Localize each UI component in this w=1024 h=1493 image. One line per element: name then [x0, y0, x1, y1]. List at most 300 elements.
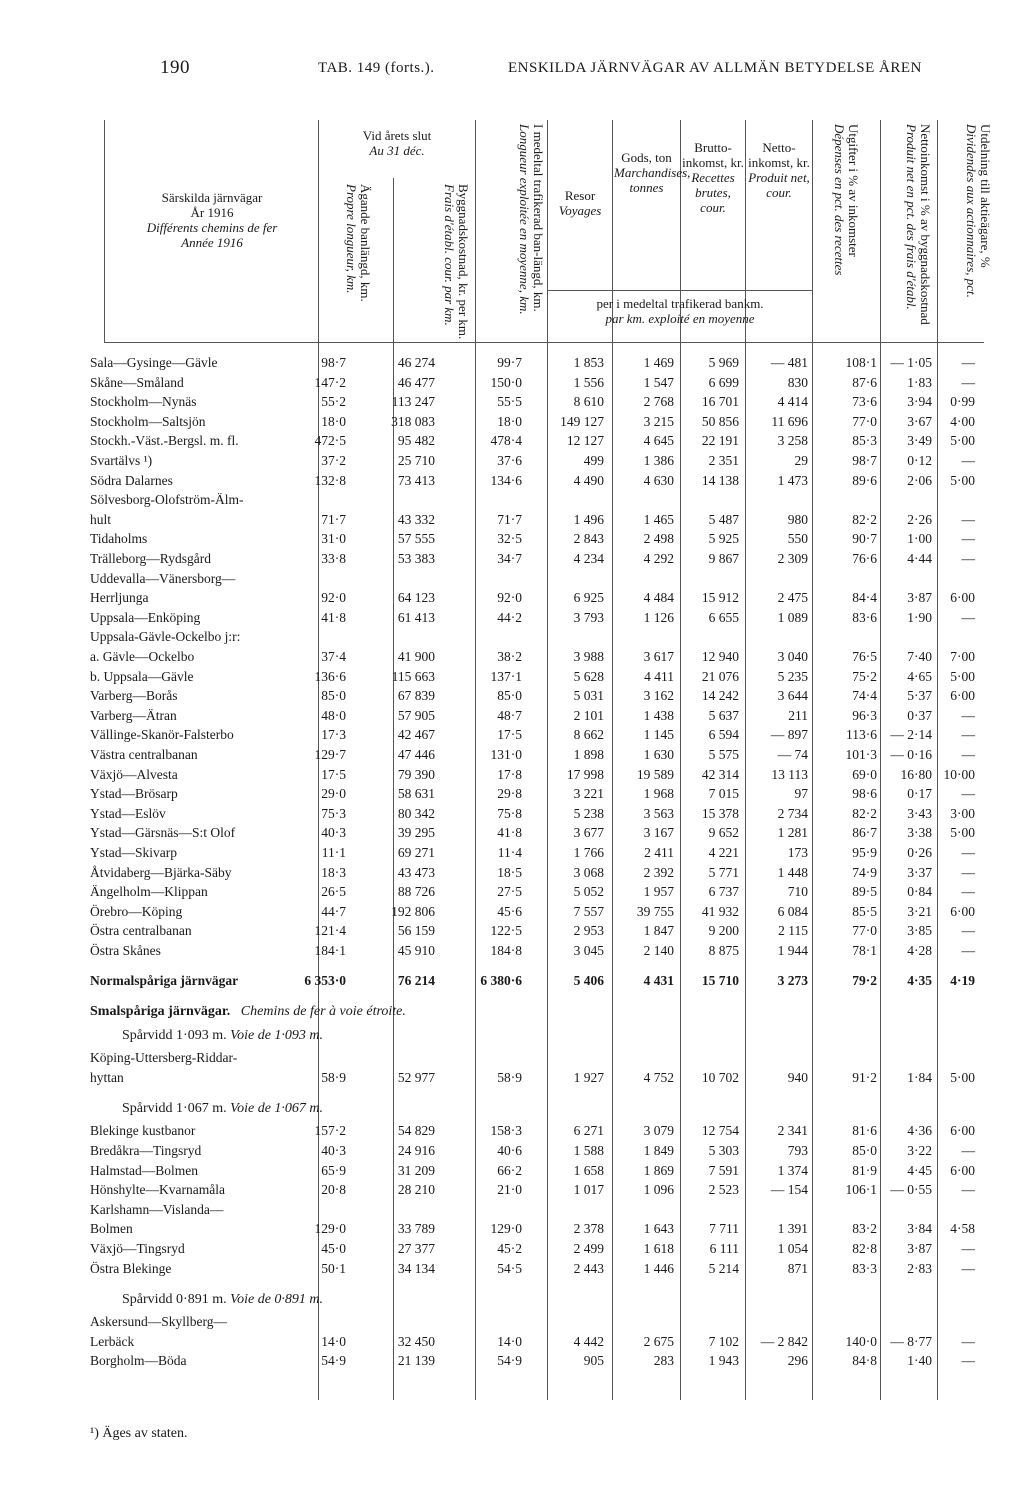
header-year-end-sv: Vid årets slut [362, 128, 432, 143]
table-cell: 33·8 [321, 551, 346, 566]
frame-left [104, 120, 105, 342]
table-cell: 4 234 [573, 551, 604, 566]
table-cell: 5·00 [950, 433, 975, 449]
table-cell: 80 342 [397, 805, 435, 821]
header-expense-ratio-sv: Utgifter i % av inkomster [846, 124, 861, 257]
table-row [0, 1121, 1024, 1141]
table-cell: — [961, 531, 975, 547]
table-cell: 15 378 [701, 805, 739, 821]
gauge-heading [122, 1028, 323, 1044]
table-cell: 82·2 [852, 511, 877, 527]
table-cell: 1 496 [573, 511, 604, 527]
table-cell: 57 905 [397, 707, 435, 723]
table-cell: 14·0 [321, 1333, 346, 1349]
page-title: ENSKILDA JÄRNVÄGAR AV ALLMÄN BETYDELSE ÅREN [508, 60, 922, 76]
header-per-km-fr: par km. exploité en moyenne [605, 311, 755, 326]
table-cell: 4 645 [643, 433, 674, 449]
table-row [0, 1200, 1024, 1220]
table-cell: 39 755 [636, 903, 674, 919]
table-cell: 45·0 [321, 1241, 346, 1256]
table-row [0, 1219, 1024, 1239]
table-cell: 32·5 [497, 531, 522, 547]
table-cell: 2 140 [643, 943, 674, 958]
table-cell: 10·00 [943, 766, 975, 782]
table-row [0, 1239, 1024, 1259]
table-row [0, 588, 1024, 608]
table-cell: 4·58 [950, 1221, 975, 1237]
table-cell: 25 710 [397, 453, 435, 468]
table-cell: 12 754 [701, 1123, 739, 1139]
header-avg-length-sv: I medeltal trafikerad ban-längd, km. [531, 124, 546, 312]
table-cell: 3 040 [777, 649, 808, 664]
table-cell: 1 898 [573, 747, 604, 762]
table-cell: 1 957 [643, 884, 674, 900]
table-cell: 58·9 [497, 1069, 522, 1085]
table-cell: 6 699 [708, 374, 739, 390]
table-cell: 3 221 [573, 786, 604, 802]
table-cell: 1 145 [643, 727, 674, 743]
table-cell: 499 [583, 453, 604, 468]
footnote: ¹) Äges av staten. [90, 1426, 188, 1441]
table-cell: 87·6 [852, 374, 877, 390]
table-cell: 79·2 [852, 972, 877, 988]
header-avg-length-fr: Longueur exploitée en moyenne, km. [517, 124, 532, 315]
railway-name: Växjö—Tingsryd [90, 1241, 185, 1256]
table-cell: 4·36 [907, 1123, 932, 1139]
table-cell: 108·1 [845, 355, 877, 370]
table-cell: — 481 [770, 355, 808, 370]
table-cell: 5 487 [708, 511, 739, 527]
table-cell: 14 242 [701, 688, 739, 704]
table-cell: 58·9 [321, 1069, 346, 1085]
table-cell: 76·6 [852, 551, 877, 566]
table-row [0, 882, 1024, 902]
table-cell: 1 944 [777, 943, 808, 958]
table-cell: 5·00 [950, 825, 975, 841]
railway-name: Hönshylte—Kvarnamåla [90, 1182, 225, 1198]
table-cell: 4 484 [643, 590, 674, 606]
table-cell: 2 392 [643, 864, 674, 880]
table-cell: 37·2 [321, 453, 346, 468]
table-cell: 43 332 [397, 511, 435, 527]
railway-name: Östra Skånes [90, 943, 161, 958]
table-cell: 3·87 [907, 1241, 932, 1256]
table-cell: 5·00 [950, 1069, 975, 1085]
table-cell: 12 940 [701, 649, 739, 664]
table-cell: 1 089 [777, 609, 808, 625]
table-cell: 550 [787, 531, 808, 547]
header-bottom-rule [104, 342, 984, 343]
table-cell: 1·40 [907, 1353, 932, 1369]
railway-name: Stockh.-Väst.-Bergsl. m. fl. [90, 433, 239, 449]
table-cell: 0·17 [907, 786, 932, 802]
table-cell: 18·0 [321, 413, 346, 429]
railway-name: Askersund—Skyllberg— [90, 1314, 227, 1330]
table-cell: — [961, 1143, 975, 1158]
table-cell: 21 076 [701, 668, 739, 684]
header-net-yield [904, 124, 932, 325]
table-cell: 45 910 [397, 943, 435, 958]
table-cell: 74·4 [852, 688, 877, 704]
table-row [0, 569, 1024, 589]
header-gross [682, 140, 744, 215]
table-cell: — [961, 747, 975, 762]
table-cell: 77·0 [852, 923, 877, 939]
header-length-fr: Propre longueur, km. [344, 184, 359, 294]
table-cell: 73·6 [852, 394, 877, 410]
table-cell: 7 015 [708, 786, 739, 802]
table-cell: 8 875 [708, 943, 739, 958]
table-cell: — 74 [777, 747, 808, 762]
table-cell: 1 658 [573, 1162, 604, 1178]
table-cell: 134·6 [490, 472, 522, 488]
table-cell: 6 353·0 [304, 972, 346, 988]
table-cell: 4 431 [643, 972, 674, 988]
header-length-sv: Ägande banlängd, km. [358, 184, 373, 302]
table-cell: 4 221 [708, 845, 739, 860]
table-cell: 3 068 [573, 864, 604, 880]
railway-name: Bolmen [90, 1221, 133, 1237]
table-cell: 76 214 [397, 972, 435, 988]
table-row [0, 843, 1024, 863]
table-cell: 3 162 [643, 688, 674, 704]
railway-name: Östra Blekinge [90, 1260, 172, 1276]
table-cell: 55·5 [497, 394, 522, 410]
table-cell: 43 473 [397, 864, 435, 880]
table-cell: 41 900 [397, 649, 435, 664]
header-per-km [549, 296, 811, 326]
railway-name: Herrljunga [90, 590, 149, 606]
table-cell: 4·44 [907, 551, 932, 566]
table-cell: 4 442 [573, 1333, 604, 1349]
railway-name: hult [90, 511, 112, 527]
railway-name: Sala—Gysinge—Gävle [90, 355, 218, 370]
header-railway-year: År 1916 [190, 205, 234, 220]
table-cell: 81·9 [852, 1162, 877, 1178]
table-cell: 5 969 [708, 355, 739, 370]
table-cell: 3·85 [907, 923, 932, 939]
table-cell: 21·0 [497, 1182, 522, 1198]
table-cell: 5 406 [573, 972, 604, 988]
table-cell: 1 556 [573, 374, 604, 390]
table-cell: 85·0 [497, 688, 522, 704]
table-cell: — [961, 1353, 975, 1369]
table-cell: 41·8 [497, 825, 522, 841]
railway-name: hyttan [90, 1069, 124, 1085]
header-net-yield-fr: Produit net en pct. des frais d'établ. [904, 124, 919, 310]
table-cell: 85·0 [321, 688, 346, 704]
table-cell: 1 017 [573, 1182, 604, 1198]
table-cell: 47 446 [397, 747, 435, 762]
table-cell: 99·7 [497, 355, 522, 370]
railway-name: Örebro—Köping [90, 903, 183, 919]
table-cell: 7 557 [573, 903, 604, 919]
table-cell: 44·7 [321, 903, 346, 919]
table-cell: 122·5 [490, 923, 522, 939]
header-gross-fr: Recettes brutes, cour. [691, 170, 735, 215]
table-cell: 115 663 [391, 668, 435, 684]
table-cell: 10 702 [701, 1069, 739, 1085]
table-cell: 64 123 [397, 590, 435, 606]
table-row [0, 608, 1024, 628]
railway-name: Växjö—Alvesta [90, 766, 178, 782]
table-cell: — [961, 609, 975, 625]
table-row [0, 902, 1024, 922]
header-dividend-fr: Dividendes aux actionnaires, pct. [964, 124, 979, 298]
table-cell: 6·00 [950, 1123, 975, 1139]
table-cell: 2 443 [573, 1260, 604, 1276]
table-cell: 32 450 [397, 1333, 435, 1349]
railway-name: Halmstad—Bolmen [90, 1162, 198, 1178]
table-cell: 48·7 [497, 707, 522, 723]
railway-name: Ystad—Gärsnäs—S:t Olof [90, 825, 236, 841]
table-cell: 2·06 [907, 472, 932, 488]
table-cell: 1 618 [643, 1241, 674, 1256]
table-row [0, 1312, 1024, 1332]
table-cell: 21 139 [397, 1353, 435, 1369]
table-cell: 29·8 [497, 786, 522, 802]
header-expense-ratio [832, 124, 860, 276]
table-cell: 40·6 [497, 1143, 522, 1158]
table-cell: 50 856 [701, 413, 739, 429]
table-cell: — [961, 355, 975, 370]
railway-name: Ystad—Eslöv [90, 805, 166, 821]
table-cell: 50·1 [321, 1260, 346, 1276]
table-cell: 82·2 [852, 805, 877, 821]
railway-name: Åtvidaberg—Bjärka-Säby [90, 864, 232, 880]
table-row [0, 921, 1024, 941]
header-expense-ratio-fr: Dépenses en pct. des recettes [832, 124, 847, 276]
table-cell: 84·4 [852, 590, 877, 606]
header-railway-fr: Différents chemins de fer [146, 220, 278, 235]
table-cell: 81·6 [852, 1123, 877, 1139]
table-cell: 871 [787, 1260, 808, 1276]
table-cell: 16·80 [900, 766, 932, 782]
table-cell: 1 588 [573, 1143, 604, 1158]
table-cell: 24 916 [397, 1143, 435, 1158]
table-cell: 3 563 [643, 805, 674, 821]
table-cell: 4·45 [907, 1162, 932, 1178]
table-cell: 6·00 [950, 903, 975, 919]
table-cell: 74·9 [852, 864, 877, 880]
table-cell: 131·0 [490, 747, 522, 762]
table-cell: — [961, 923, 975, 939]
table-cell: 7·40 [907, 649, 932, 664]
table-row [0, 765, 1024, 785]
table-cell: 137·1 [490, 668, 522, 684]
table-row [0, 510, 1024, 530]
table-cell: 1 643 [643, 1221, 674, 1237]
table-cell: 6 271 [573, 1123, 604, 1139]
table-cell: 91·2 [852, 1069, 877, 1085]
table-cell: 54·5 [497, 1260, 522, 1276]
table-cell: — 0·16 [890, 747, 932, 762]
table-cell: 98·6 [852, 786, 877, 802]
table-cell: 27 377 [397, 1241, 435, 1256]
table-cell: 5·00 [950, 668, 975, 684]
railway-name: Ystad—Skivarp [90, 845, 177, 860]
table-cell: 33 789 [397, 1221, 435, 1237]
table-row [0, 490, 1024, 510]
table-cell: 97 [794, 786, 808, 802]
table-cell: 1 446 [643, 1260, 674, 1276]
table-cell: 5 575 [708, 747, 739, 762]
table-cell: 2 115 [778, 923, 808, 939]
table-cell: 26·5 [321, 884, 346, 900]
table-cell: 2·83 [907, 1260, 932, 1276]
table-cell: 3 988 [573, 649, 604, 664]
table-cell: 472·5 [314, 433, 346, 449]
header-voyages [549, 188, 611, 218]
table-cell: 3·84 [907, 1221, 932, 1237]
table-row [0, 549, 1024, 569]
table-cell: 66·2 [497, 1162, 522, 1178]
header-cost-sv: Byggnadskostnad, kr. per km. [456, 184, 471, 340]
table-cell: 96·3 [852, 707, 877, 723]
table-cell: 121·4 [314, 923, 346, 939]
table-cell: — [961, 845, 975, 860]
table-cell: 3·37 [907, 864, 932, 880]
table-cell: 42 467 [397, 727, 435, 743]
table-cell: 1 469 [643, 355, 674, 370]
table-cell: 27·5 [497, 884, 522, 900]
table-cell: 2 523 [708, 1182, 739, 1198]
table-cell: 85·5 [852, 903, 877, 919]
table-cell: 0·37 [907, 707, 932, 723]
table-cell: 113 247 [391, 394, 435, 410]
table-cell: — [961, 786, 975, 802]
table-cell: 1 465 [643, 511, 674, 527]
table-cell: 5 303 [708, 1143, 739, 1158]
table-cell: 79 390 [397, 766, 435, 782]
table-cell: 157·2 [314, 1123, 346, 1139]
table-row [0, 529, 1024, 549]
narrow-heading-fr: Chemins de fer à voie étroite. [240, 1004, 406, 1020]
table-cell: 61 413 [397, 609, 435, 625]
table-cell: 57 555 [397, 531, 435, 547]
table-cell: 1 473 [777, 472, 808, 488]
table-cell: 3·43 [907, 805, 932, 821]
table-cell: 83·2 [852, 1221, 877, 1237]
table-cell: 5 214 [708, 1260, 739, 1276]
header-railway-sv: Särskilda järnvägar [161, 190, 263, 205]
table-cell: 69·0 [852, 766, 877, 782]
table-cell: 318 083 [391, 413, 435, 429]
table-row [0, 784, 1024, 804]
railway-name: Bredåkra—Tingsryd [90, 1143, 202, 1158]
table-row [0, 1332, 1024, 1352]
table-cell: 77·0 [852, 413, 877, 429]
table-cell: 83·3 [852, 1260, 877, 1276]
railway-name: Ängelholm—Klippan [90, 884, 208, 900]
table-cell: 0·26 [907, 845, 932, 860]
table-cell: 40·3 [321, 1143, 346, 1158]
table-cell: 28 210 [397, 1182, 435, 1198]
table-cell: 4 752 [643, 1069, 674, 1085]
gauge-label-fr: Voie de 0·891 m. [230, 1292, 324, 1308]
table-cell: 14·0 [497, 1333, 522, 1349]
table-cell: 5 235 [777, 668, 808, 684]
table-cell: 92·0 [321, 590, 346, 606]
table-cell: 1 374 [777, 1162, 808, 1178]
table-cell: 58 631 [397, 786, 435, 802]
table-cell: 6 084 [777, 903, 808, 919]
table-cell: 85·0 [852, 1143, 877, 1158]
table-cell: 15 912 [701, 590, 739, 606]
table-cell: 5 637 [708, 707, 739, 723]
table-cell: 3 273 [777, 972, 808, 988]
header-year-end [320, 128, 474, 158]
table-cell: 940 [787, 1069, 808, 1085]
table-cell: 184·8 [490, 943, 522, 958]
header-dividend [964, 124, 992, 298]
table-cell: — [961, 943, 975, 958]
table-cell: 95 482 [397, 433, 435, 449]
railway-name: a. Gävle—Ockelbo [90, 649, 195, 664]
table-cell: 296 [787, 1353, 808, 1369]
table-cell: 6 380·6 [480, 972, 522, 988]
table-cell: 12 127 [566, 433, 604, 449]
narrow-gauge-heading [90, 1004, 406, 1020]
table-cell: 3·38 [907, 825, 932, 841]
table-cell: 1 927 [573, 1069, 604, 1085]
table-cell: 1 849 [643, 1143, 674, 1158]
table-cell: 3·21 [907, 903, 932, 919]
table-cell: 65·9 [321, 1162, 346, 1178]
table-cell: 54·9 [321, 1353, 346, 1369]
table-cell: 48·0 [321, 707, 346, 723]
table-cell: 1 386 [643, 453, 674, 468]
table-cell: — [961, 511, 975, 527]
table-cell: — 2 842 [760, 1333, 808, 1349]
table-row [0, 471, 1024, 491]
table-row [0, 1180, 1024, 1200]
table-row [0, 941, 1024, 961]
table-cell: 17·5 [321, 766, 346, 782]
header-goods-fr: Marchandises, tonnes [614, 165, 691, 195]
railway-name: Vällinge-Skanör-Falsterbo [90, 727, 234, 743]
table-cell: 89·6 [852, 472, 877, 488]
table-cell: 184·1 [314, 943, 346, 958]
table-cell: 3·67 [907, 413, 932, 429]
table-cell: 78·1 [852, 943, 877, 958]
table-cell: 1 054 [777, 1241, 808, 1256]
table-row [0, 627, 1024, 647]
table-cell: 132·8 [314, 472, 346, 488]
table-cell: 1 438 [643, 707, 674, 723]
railway-name: b. Uppsala—Gävle [90, 668, 194, 684]
table-cell: 67 839 [397, 688, 435, 704]
header-dividend-sv: Utdelning till aktieägare, % [978, 124, 993, 268]
table-cell: 85·3 [852, 433, 877, 449]
railway-name: Skåne—Småland [90, 374, 184, 390]
table-cell: 2·26 [907, 511, 932, 527]
table-row [0, 804, 1024, 824]
header-length [344, 184, 372, 302]
table-cell: 2 101 [573, 707, 604, 723]
table-row [0, 451, 1024, 471]
table-cell: 3 677 [573, 825, 604, 841]
table-cell: 19 589 [636, 766, 674, 782]
subheader-rule [547, 290, 812, 291]
table-cell: 1·00 [907, 531, 932, 547]
table-cell: 147·2 [314, 374, 346, 390]
header-net-yield-sv: Nettoinkomst i % av byggnadskostnad [918, 124, 933, 325]
table-cell: 31·0 [321, 531, 346, 547]
table-cell: 46 274 [397, 355, 435, 370]
table-row [0, 1351, 1024, 1371]
table-cell: 42 314 [701, 766, 739, 782]
